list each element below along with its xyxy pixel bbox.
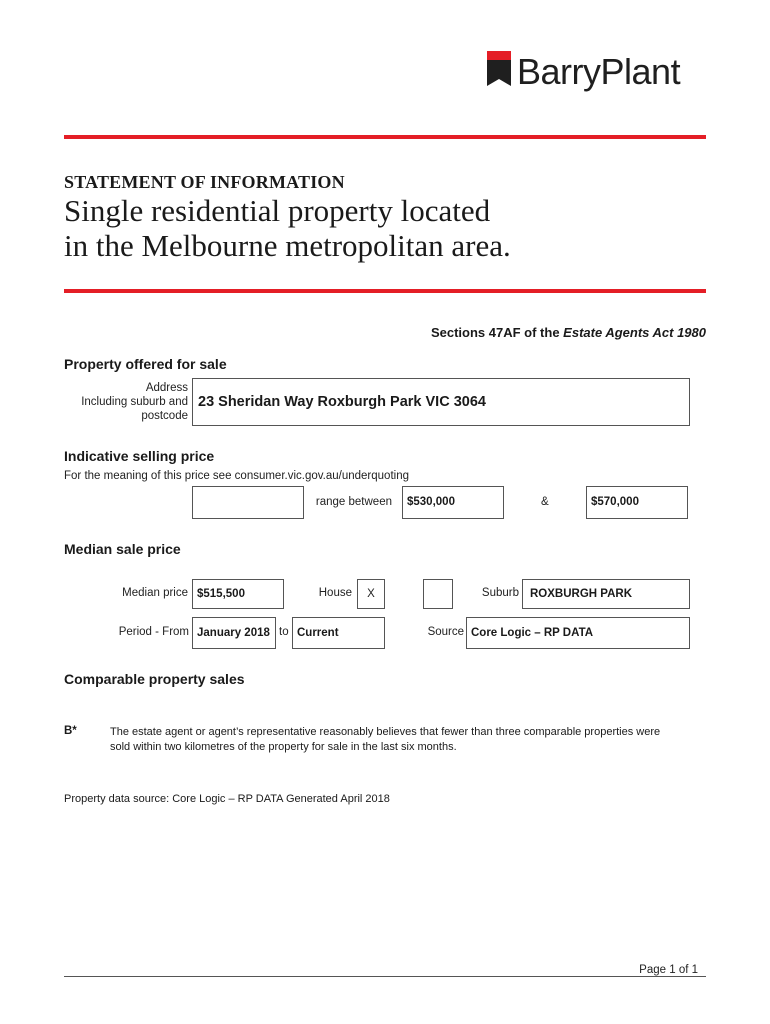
period-to-field[interactable] bbox=[292, 617, 385, 649]
period-to-value: Current bbox=[297, 627, 339, 639]
price-low-value: $530,000 bbox=[407, 496, 455, 508]
property-heading: Property offered for sale bbox=[64, 356, 227, 372]
single-price-field[interactable] bbox=[192, 486, 304, 519]
median-heading: Median sale price bbox=[64, 541, 181, 557]
source-value: Core Logic – RP DATA bbox=[471, 627, 594, 639]
period-to-label: to bbox=[279, 626, 289, 638]
price-high-value: $570,000 bbox=[591, 496, 639, 508]
period-from-value: January 2018 bbox=[197, 627, 270, 639]
comparable-option: B* bbox=[64, 725, 77, 737]
price-low-field[interactable] bbox=[402, 486, 504, 519]
comparable-heading: Comparable property sales bbox=[64, 671, 245, 687]
range-ampersand: & bbox=[541, 496, 549, 508]
address-value: 23 Sheridan Way Roxburgh Park VIC 3064 bbox=[198, 394, 486, 410]
house-mark: X bbox=[367, 588, 375, 600]
bottom-red-divider bbox=[64, 289, 706, 293]
range-between-label: range between bbox=[315, 496, 392, 508]
period-from-field[interactable] bbox=[192, 617, 276, 649]
document-title bbox=[64, 193, 704, 263]
median-price-label: Median price bbox=[122, 587, 188, 599]
address-label: Address Including suburb and postcode bbox=[81, 382, 188, 422]
act-name: Estate Agents Act 1980 bbox=[563, 325, 706, 340]
barry-plant-logo-text: BarryPlant bbox=[517, 51, 681, 92]
house-checkbox[interactable] bbox=[357, 579, 385, 609]
source-field[interactable] bbox=[466, 617, 690, 649]
source-label: Source bbox=[427, 626, 464, 638]
suburb-value: ROXBURGH PARK bbox=[530, 588, 633, 600]
title-line-2: in the Melbourne metropolitan area. bbox=[64, 228, 511, 263]
address-field[interactable] bbox=[192, 378, 690, 426]
title-line-1: Single residential property located bbox=[64, 193, 491, 228]
median-price-value: $515,500 bbox=[197, 588, 245, 600]
period-from-label: Period - From bbox=[118, 626, 189, 638]
barry-plant-logo-mark bbox=[487, 51, 511, 86]
legislation-reference: Sections 47AF of the Estate Agents Act 1980 bbox=[430, 325, 706, 340]
house-label: House bbox=[318, 587, 352, 599]
underquoting-note: For the meaning of this price see consumer.vic.gov.au/underquoting bbox=[64, 470, 409, 482]
data-source-note: Property data source: Core Logic – RP DATA Generated April 2018 bbox=[64, 793, 390, 805]
indicative-heading: Indicative selling price bbox=[64, 448, 215, 464]
page-number: Page 1 of 1 bbox=[639, 964, 698, 976]
suburb-field[interactable] bbox=[522, 579, 690, 609]
footer-divider bbox=[64, 976, 706, 977]
unit-checkbox[interactable] bbox=[423, 579, 453, 609]
median-price-field[interactable] bbox=[192, 579, 284, 609]
suburb-label: Suburb bbox=[481, 587, 519, 599]
top-red-divider bbox=[64, 135, 706, 139]
price-high-field[interactable] bbox=[586, 486, 688, 519]
document-kicker: STATEMENT OF INFORMATION bbox=[64, 172, 345, 192]
comparable-statement: The estate agent or agent’s representative reasonably believes that fewer than three comparable properties were sold within two kilometres of the property for sale in the last six months. bbox=[110, 726, 661, 753]
